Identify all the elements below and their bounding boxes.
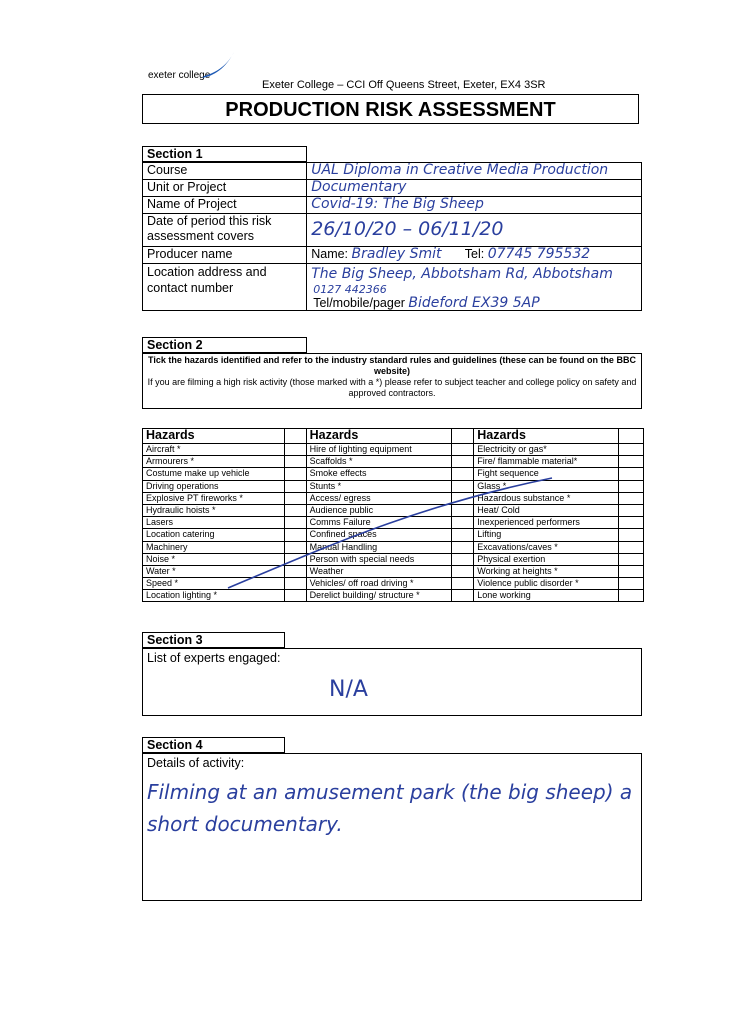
hazard-item: Hydraulic hoists * <box>143 504 285 516</box>
hazard-item: Glass * <box>474 480 619 492</box>
hazard-item: Derelict building/ structure * <box>306 590 452 602</box>
course-label: Course <box>143 163 307 180</box>
unit-label: Unit or Project <box>143 180 307 197</box>
section3-label: Section 3 <box>142 632 285 648</box>
hazard-item: Fight sequence <box>474 468 619 480</box>
hazard-item: Machinery <box>143 541 285 553</box>
hazard-item: Water * <box>143 565 285 577</box>
section4-label: Section 4 <box>142 737 285 753</box>
name-label: Name: <box>311 247 349 261</box>
location-tel-value: Bideford EX39 5AP <box>408 295 540 311</box>
producer-label: Producer name <box>143 247 307 264</box>
hazard-item: Lifting <box>474 529 619 541</box>
hazard-item: Location catering <box>143 529 285 541</box>
location-phone-value: 0127 442366 <box>313 283 387 296</box>
activity-prompt: Details of activity: <box>147 756 245 770</box>
hazard-item: Scaffolds * <box>306 456 452 468</box>
producer-tel-value: 07745 795532 <box>487 246 591 262</box>
hazard-item: Weather <box>306 565 452 577</box>
college-address: Exeter College – CCI Off Queens Street, Exeter, EX4 3SR <box>262 79 546 91</box>
hazard-item: Electricity or gas* <box>474 444 619 456</box>
hazard-item: Smoke effects <box>306 468 452 480</box>
location-label: Location address and contact number <box>143 264 307 311</box>
hazard-item: Location lighting * <box>143 590 285 602</box>
hazard-item: Person with special needs <box>306 553 452 565</box>
project-name-value: Covid-19: The Big Sheep <box>311 196 484 212</box>
tel-label: Tel: <box>464 247 485 261</box>
hazard-item: Vehicles/ off road driving * <box>306 578 452 590</box>
college-logo-text: exeter college <box>148 70 211 81</box>
hazards-header-2: Hazards <box>306 429 452 444</box>
producer-name-value: Bradley Smit <box>351 246 442 262</box>
hazard-item: Lasers <box>143 517 285 529</box>
hazard-item: Driving operations <box>143 480 285 492</box>
hazard-item: Audience public <box>306 504 452 516</box>
project-name-label: Name of Project <box>143 197 307 214</box>
activity-line-2: short documentary. <box>147 812 343 836</box>
hazard-item: Speed * <box>143 578 285 590</box>
hazard-item: Excavations/caves * <box>474 541 619 553</box>
hazard-item: Violence public disorder * <box>474 578 619 590</box>
experts-prompt: List of experts engaged: <box>147 651 281 665</box>
hazard-item: Hire of lighting equipment <box>306 444 452 456</box>
experts-value: N/A <box>329 677 368 702</box>
hazard-item: Hazardous substance * <box>474 492 619 504</box>
date-period-label: Date of period this risk assessment covers <box>143 214 307 247</box>
hazard-item: Stunts * <box>306 480 452 492</box>
hazard-item: Noise * <box>143 553 285 565</box>
instruction-normal: If you are filming a high risk activity (those marked with a *) please refer to subject teacher and college policy on safety and approved contractors. <box>147 377 637 398</box>
unit-value: Documentary <box>311 179 407 195</box>
date-period-value: 26/10/20 – 06/11/20 <box>311 218 504 240</box>
hazard-item: Inexperienced performers <box>474 517 619 529</box>
hazard-item: Physical exertion <box>474 553 619 565</box>
page-title: PRODUCTION RISK ASSESSMENT <box>142 94 639 124</box>
hazard-item: Heat/ Cold <box>474 504 619 516</box>
hazard-item: Confined spaces <box>306 529 452 541</box>
course-value: UAL Diploma in Creative Media Production <box>311 162 609 178</box>
hazard-item: Lone working <box>474 590 619 602</box>
instruction-bold: Tick the hazards identified and refer to the industry standard rules and guidelines (these can be found on the BBC website) <box>148 355 636 376</box>
location-address-value: The Big Sheep, Abbotsham Rd, Abbotsham <box>311 266 613 282</box>
activity-line-1: Filming at an amusement park (the big sheep) a <box>147 780 633 804</box>
hazard-item: Aircraft * <box>143 444 285 456</box>
hazard-item: Costume make up vehicle <box>143 468 285 480</box>
section1-label: Section 1 <box>142 146 307 162</box>
hazard-item: Explosive PT fireworks * <box>143 492 285 504</box>
tel-mobile-label: Tel/mobile/pager <box>313 296 405 310</box>
hazards-header-3: Hazards <box>474 429 619 444</box>
hazard-item: Access/ egress <box>306 492 452 504</box>
hazard-item: Armourers * <box>143 456 285 468</box>
activity-box[interactable] <box>142 753 642 901</box>
hazards-header-1: Hazards <box>143 429 285 444</box>
hazard-item: Fire/ flammable material* <box>474 456 619 468</box>
hazard-item: Working at heights * <box>474 565 619 577</box>
section2-label: Section 2 <box>142 337 307 353</box>
experts-box[interactable] <box>142 648 642 716</box>
hazard-item: Comms Failure <box>306 517 452 529</box>
hazard-item: Manual Handling <box>306 541 452 553</box>
